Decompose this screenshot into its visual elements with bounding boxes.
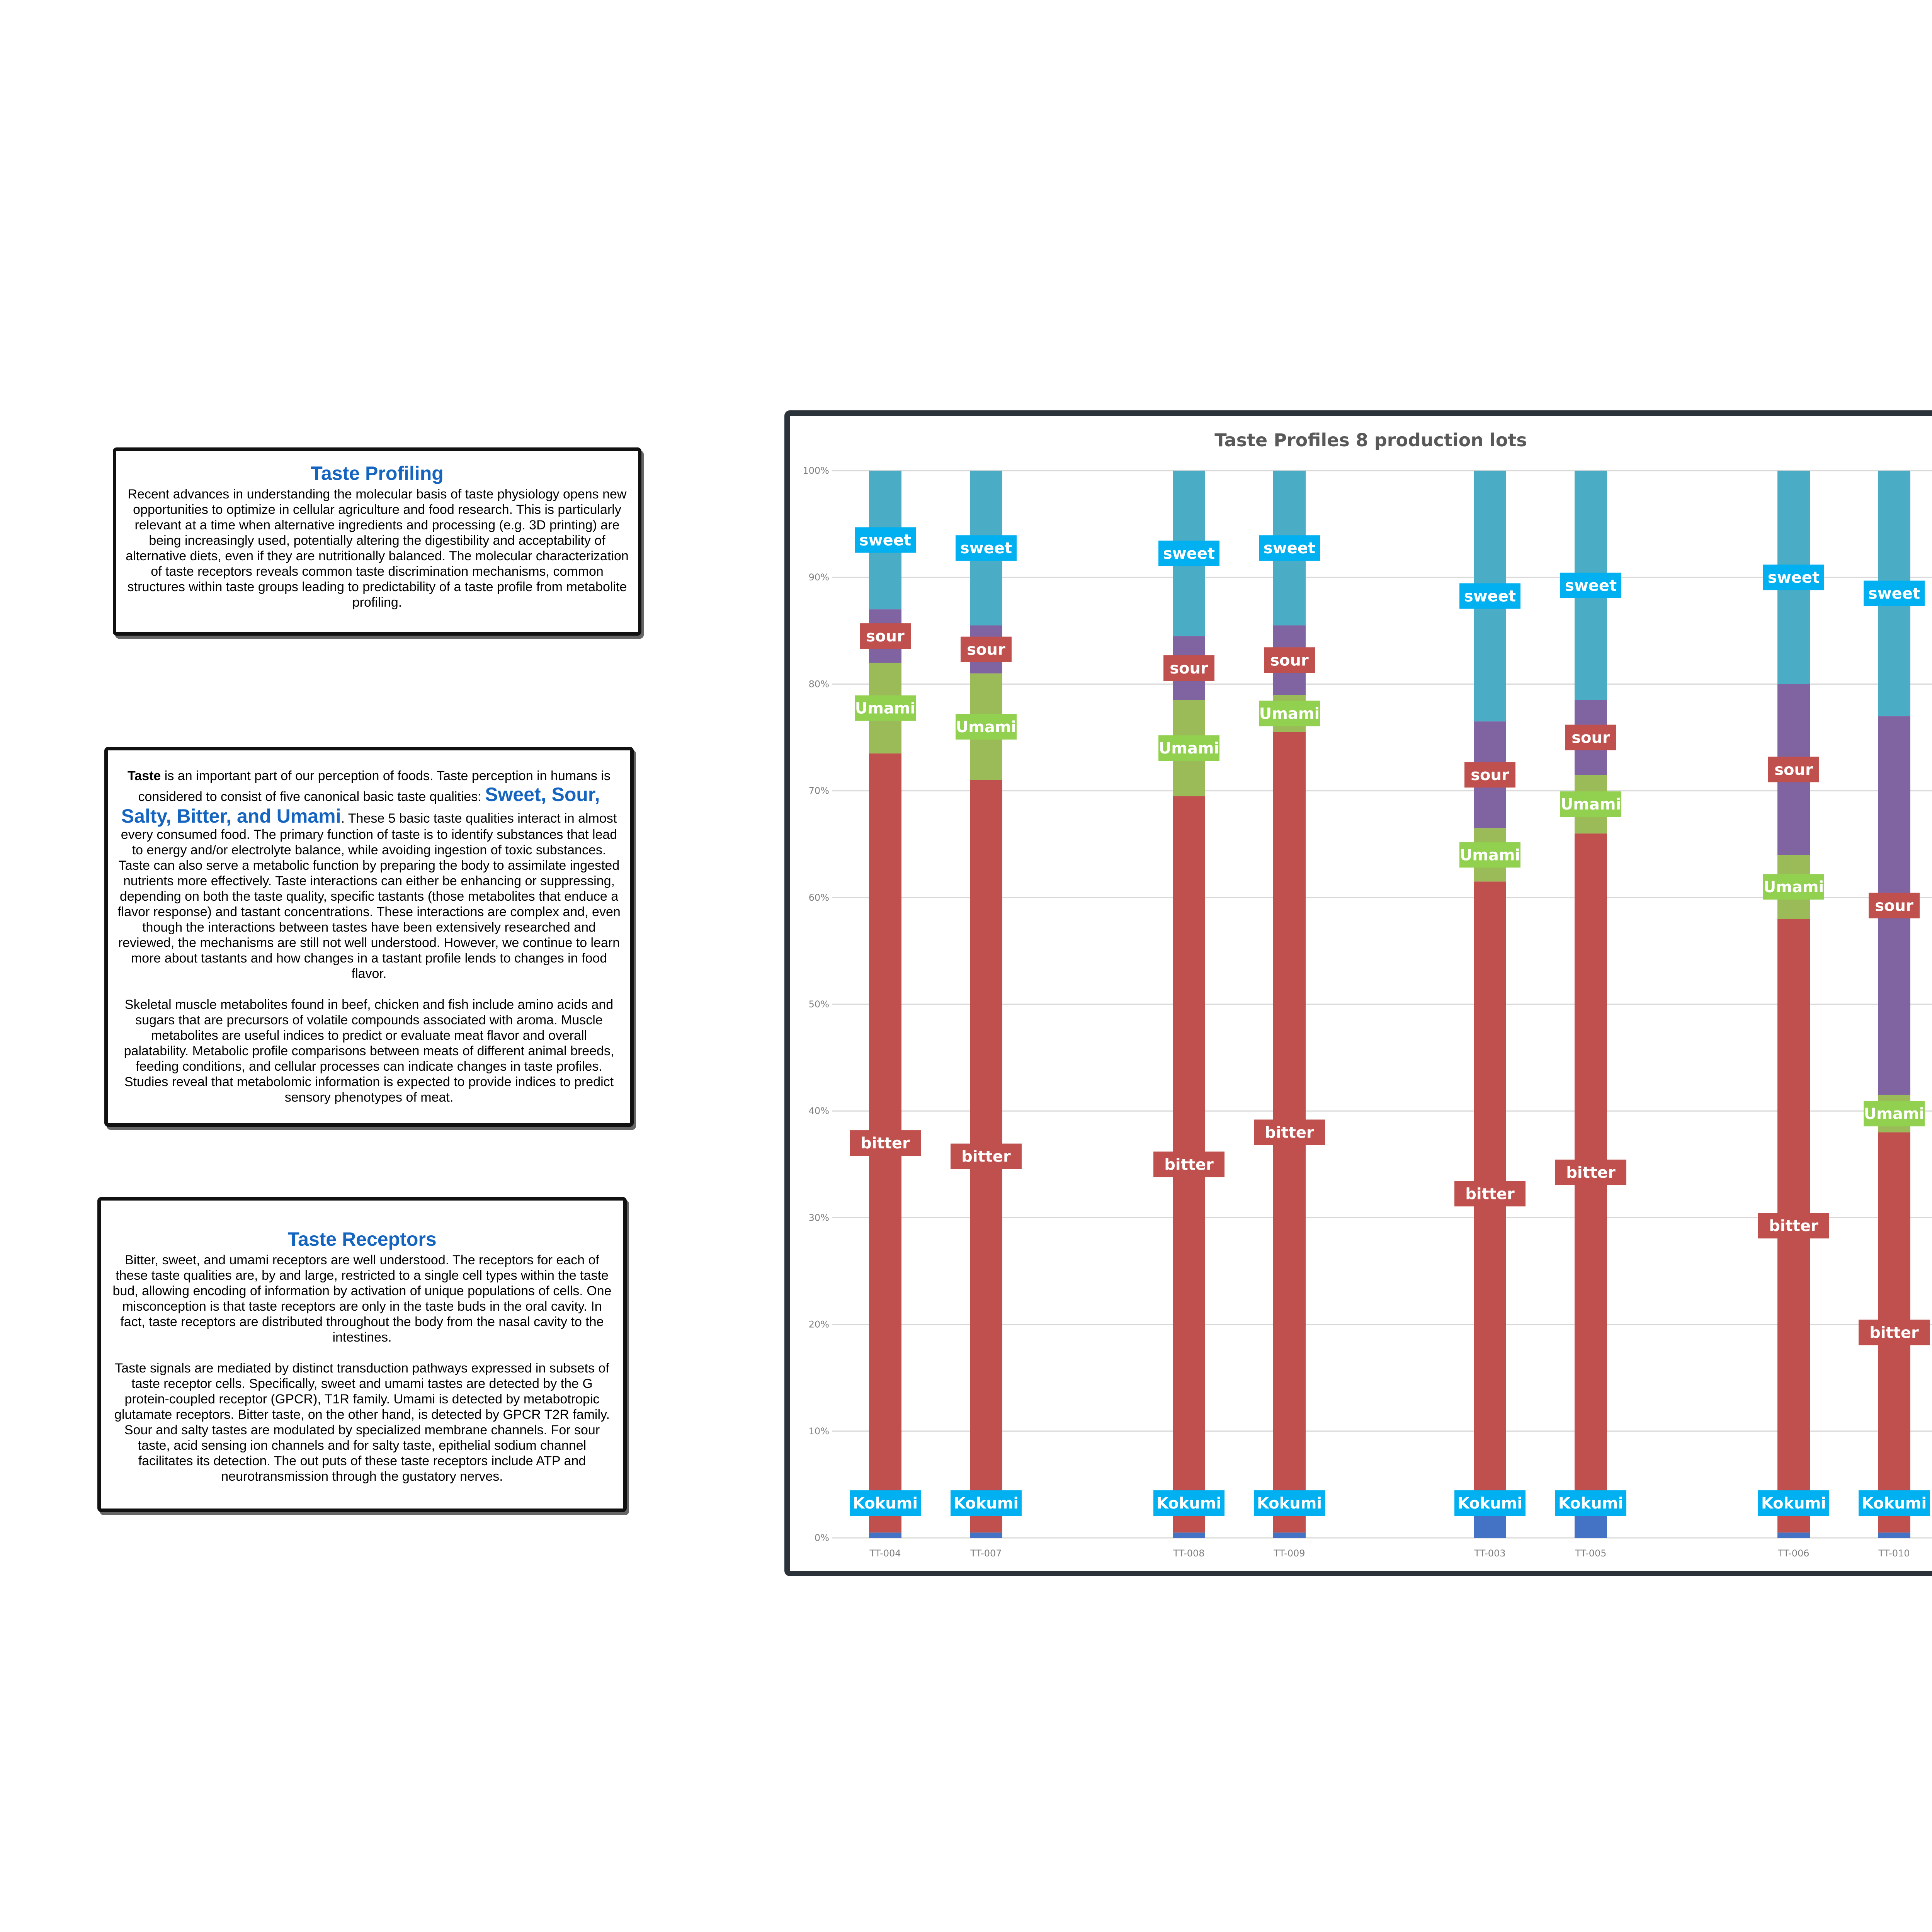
y-tick-label: 0% [814,1532,829,1543]
bar-segment-kokumi [970,1532,1002,1538]
data-label-bitter: bitter [861,1134,910,1153]
data-label-bitter: bitter [1465,1185,1515,1203]
x-tick-label: TT-008 [1173,1548,1205,1559]
data-label-kokumi: Kokumi [1861,1495,1927,1512]
data-label-sweet: sweet [859,531,912,549]
x-tick-label: TT-005 [1575,1548,1607,1559]
data-label-sweet: sweet [1464,587,1516,605]
data-label-sour: sour [1270,651,1309,670]
taste-intro-lead: Taste [128,769,161,783]
y-tick-label: 90% [808,572,829,583]
y-tick-label: 100% [803,465,829,476]
data-label-kokumi: Kokumi [1558,1495,1624,1512]
data-label-sweet: sweet [1263,539,1316,558]
data-label-kokumi: Kokumi [953,1495,1019,1512]
data-label-kokumi: Kokumi [1457,1495,1523,1512]
taste-receptors-title: Taste Receptors [287,1228,437,1250]
data-label-umami: Umami [1864,1105,1925,1123]
data-label-sweet: sweet [960,539,1012,558]
data-label-sweet: sweet [1767,569,1820,587]
y-tick-label: 30% [808,1212,829,1223]
x-tick-label: TT-007 [970,1548,1002,1559]
data-label-kokumi: Kokumi [1257,1495,1322,1512]
y-tick-label: 50% [808,999,829,1010]
data-label-kokumi: Kokumi [1156,1495,1222,1512]
data-label-sour: sour [1875,897,1913,915]
taste-intro-para2: Skeletal muscle metabolites found in beef, chicken and fish include amino acids and sugars that are precursors of volatile compounds associated with aroma. Muscle metabolites are useful indices to predict or evaluate meat flavor and overall palatability. Metabolic profile comparisons between meats of different animal breeds, feeding conditions, and cellular processes can indicate changes in taste profiles. Studies reveal that metabolomic information is expected to provide indices to predict sensory phenotypes of meat. [124,997,614,1105]
y-tick-label: 70% [808,785,829,796]
x-tick-label: TT-004 [869,1548,901,1559]
bar-segment-kokumi [1273,1532,1306,1538]
data-label-bitter: bitter [1769,1217,1818,1235]
data-label-umami: Umami [1259,705,1320,723]
data-label-sour: sour [1571,729,1610,747]
data-label-sour: sour [1170,659,1208,677]
data-label-sour: sour [1774,761,1813,779]
y-tick-label: 60% [808,892,829,903]
y-tick-label: 80% [808,679,829,690]
taste-profiling-panel [113,447,641,636]
data-label-umami: Umami [956,718,1017,736]
x-tick-label: TT-010 [1878,1548,1910,1559]
taste-receptors-para2: Taste signals are mediated by distinct transduction pathways expressed in subsets of taste receptor cells. Specifically, sweet and umami tastes are detected by the G protein-coupled receptor (GPCR), T1R family. Umami is detected by metabotropic glutamate receptors. Bitter taste, on the other hand, is detected by GPCR T2R family. Sour and salty tastes are modulated by specialized membrane channels. For sour taste, acid sensing ion channels and for salty taste, epithelial sodium channel facilitates its detection. The out puts of these taste receptors include ATP and neurotransmission through the gustatory nerves. [114,1361,610,1484]
x-tick-label: TT-006 [1778,1548,1810,1559]
chart-title: Taste Profiles 8 production lots [1214,430,1527,451]
taste-intro-rest: . These 5 basic taste qualities interact in almost every consumed food. The primary function of taste is to identify substances that lead to energy and/or electrolyte balance, while avoiding ingestion of toxic substances. Taste can also serve a metabolic function by preparing the body to assimilate ingested nutrients more effectively. Taste interactions can either be enhancing or suppressing, depending on both the taste quality, specific tastants (those metabolites that enduce a flavor response) and tastant concentrations. These interactions are complex and, even though the interactions between tastes have been extensively researched and reviewed, the mechanisms are still not well understood. However, we continue to learn more about tastants and how changes in a tastant profile lends to changes in food flavor. [117,811,621,981]
taste-receptors-panel [97,1197,627,1512]
data-label-sour: sour [1471,766,1509,784]
data-label-umami: Umami [855,699,916,718]
data-label-kokumi: Kokumi [1761,1495,1827,1512]
data-label-bitter: bitter [1265,1124,1314,1142]
data-label-sweet: sweet [1868,585,1920,603]
data-label-sour: sour [866,628,905,646]
data-label-bitter: bitter [1566,1164,1616,1182]
bar-segment-kokumi [1777,1532,1810,1538]
chart-panel [784,410,1932,1576]
data-label-sour: sour [967,641,1005,659]
x-tick-label: TT-003 [1474,1548,1506,1559]
bar-segment-kokumi [1878,1532,1910,1538]
y-tick-label: 40% [808,1105,829,1117]
taste-profiling-title: Taste Profiling [311,463,444,484]
taste-intro-lead-text: is an important part of our perception of foods. Taste perception in humans is considered to consist of five canonical basic taste qualities: [138,769,611,804]
data-label-umami: Umami [1763,878,1824,896]
data-label-umami: Umami [1158,740,1219,758]
taste-profiling-body: Recent advances in understanding the molecular basis of taste physiology opens new opportunities to optimize in cellular agriculture and food research. This is particularly relevant at a time when alternative ingredients and processing (e.g. 3D printing) are being increasingly used, potentially altering the digestibility and acceptability of alternative diets, even if they are nutritionally balanced. The molecular characterization of taste receptors reveals common taste discrimination mechanisms, common structures within taste groups leading to predictability of a taste profile from metabolite profiling. [126,487,629,610]
taste-intro-para1 [117,768,621,981]
data-label-bitter: bitter [1869,1324,1919,1342]
taste-profile-chart [790,416,1932,1571]
data-label-bitter: bitter [961,1148,1011,1166]
bar-segment-kokumi [1173,1532,1205,1538]
y-tick-label: 10% [808,1425,829,1437]
data-label-umami: Umami [1459,846,1520,864]
data-label-umami: Umami [1560,796,1621,814]
bar-segment-kokumi [869,1532,901,1538]
taste-receptors-para1: Bitter, sweet, and umami receptors are well understood. The receptors for each of these taste qualities are, by and large, restricted to a single cell types within the taste bud, allowing encoding of information by activation of unique populations of cells. One misconception is that taste receptors are only in the taste buds in the oral cavity. In fact, taste receptors are distributed throughout the body from the nasal cavity to the intestines. [112,1253,612,1345]
data-label-bitter: bitter [1164,1156,1214,1174]
y-tick-label: 20% [808,1319,829,1330]
data-label-kokumi: Kokumi [852,1495,918,1512]
taste-intro-panel [104,747,634,1127]
taste-intro-highlight: Sweet, Sour, Salty, Bitter, and Umami [121,784,600,827]
x-tick-label: TT-009 [1274,1548,1305,1559]
data-label-sweet: sweet [1565,577,1617,595]
data-label-sweet: sweet [1163,545,1215,563]
